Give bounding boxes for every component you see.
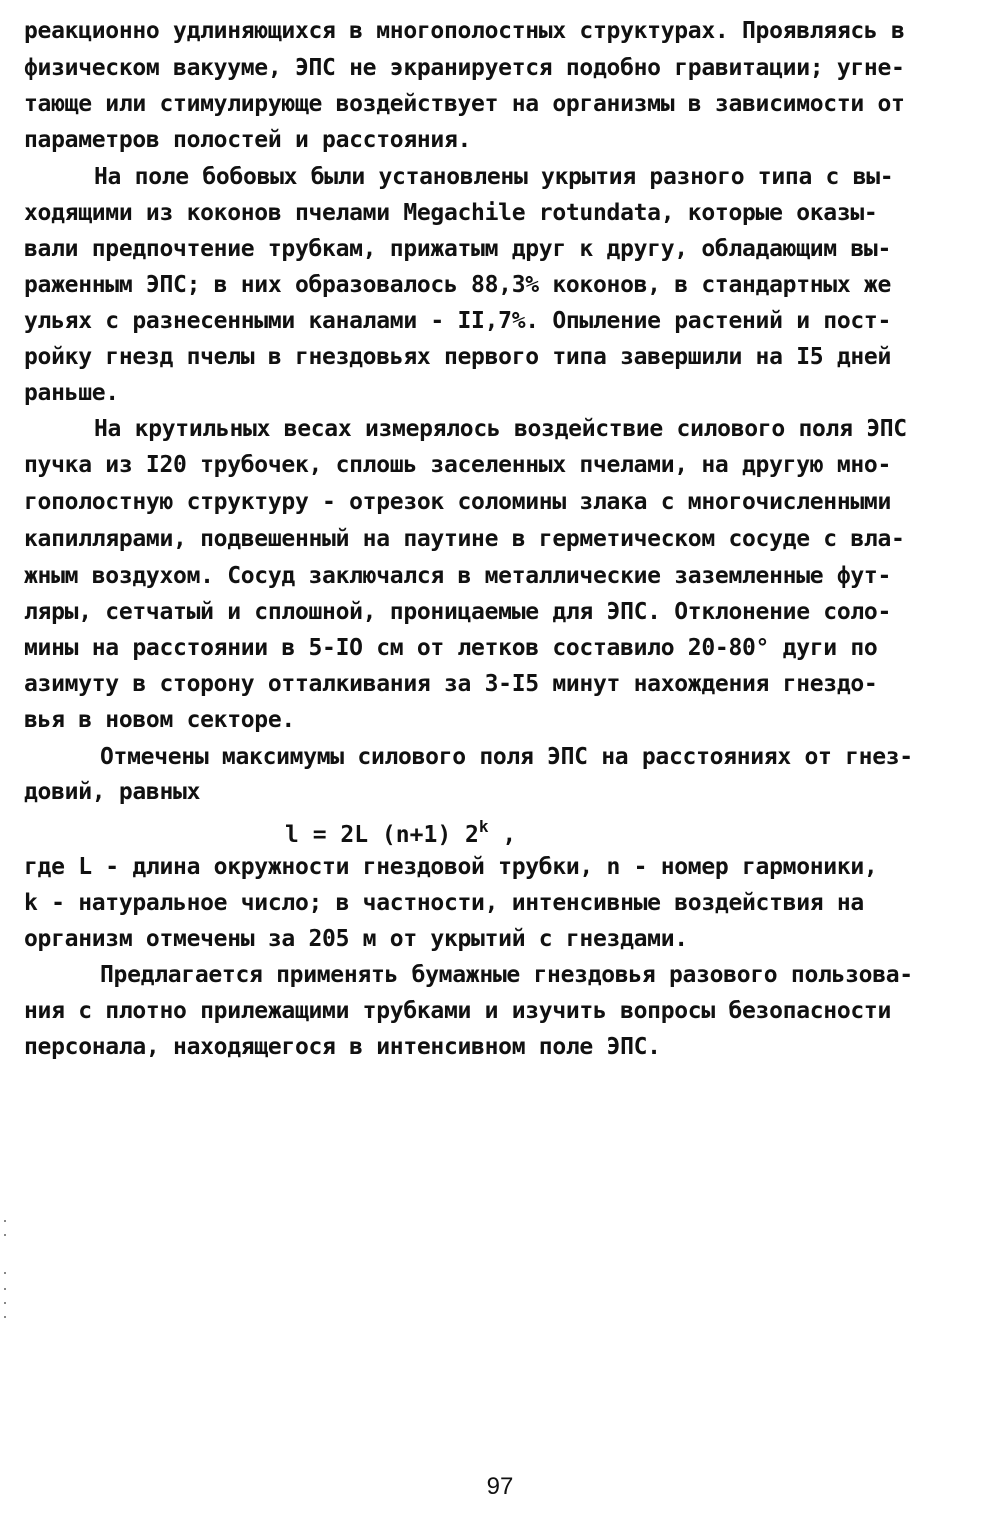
paragraph-first-line: Отмечены максимумы силового поля ЭПС на расстояниях от гнез- bbox=[100, 744, 913, 770]
text-line: реакционно удлиняющихся в многополостных структурах. Проявляясь в bbox=[24, 18, 905, 44]
text-line: ульях с разнесенными каналами - II,7%. Опыление растений и пост- bbox=[24, 308, 892, 334]
text-line: ройку гнезд пчелы в гнездовьях первого типа завершили на I5 дней bbox=[24, 344, 892, 370]
text-line: параметров полостей и расстояния. bbox=[24, 127, 472, 153]
text-line: вья в новом секторе. bbox=[24, 707, 295, 733]
text-line: k - натуральное число; в частности, интенсивные воздействия на bbox=[24, 890, 864, 916]
text-line: ния с плотно прилежащими трубками и изучить вопросы безопасности bbox=[24, 998, 892, 1024]
text-line: жным воздухом. Сосуд заключался в металлические заземленные фут- bbox=[24, 563, 892, 589]
text-line: раньше. bbox=[24, 380, 119, 406]
text-line: вали предпочтение трубкам, прижатым друг к другу, обладающим вы- bbox=[24, 236, 892, 262]
text-line: гополостную структуру - отрезок соломины злака с многочисленными bbox=[24, 489, 892, 515]
text-line: ляры, сетчатый и сплошной, проницаемые для ЭПС. Отклонение соло- bbox=[24, 599, 892, 625]
text-line: раженным ЭПС; в них образовалось 88,3% коконов, в стандартных же bbox=[24, 272, 892, 298]
scan-speckles bbox=[4, 1220, 10, 1340]
text-line: организм отмечены за 205 м от укрытий с гнездами. bbox=[24, 926, 688, 952]
text-line: ходящими из коконов пчелами Megachile rotundata, которые оказы- bbox=[24, 200, 878, 226]
text-line: азимуту в сторону отталкивания за 3-I5 минут нахождения гнездо- bbox=[24, 671, 878, 697]
paragraph-first-line: Предлагается применять бумажные гнездовья разового пользова- bbox=[100, 962, 913, 988]
formula-exponent: k bbox=[478, 817, 489, 836]
paragraph-first-line: На крутильных весах измерялось воздействие силового поля ЭПС bbox=[94, 416, 907, 442]
text-line: капиллярами, подвешенный на паутине в герметическом сосуде с вла- bbox=[24, 526, 905, 552]
page-number: 97 bbox=[486, 1473, 514, 1500]
formula-base: l = 2L (n+1) 2 bbox=[285, 822, 479, 848]
text-line: где L - длина окружности гнездовой трубки, n - номер гармоники, bbox=[24, 854, 878, 880]
paragraph-first-line: На поле бобовых были установлены укрытия разного типа с вы- bbox=[94, 164, 894, 190]
text-line: тающе или стимулирующе воздействует на организмы в зависимости от bbox=[24, 91, 905, 117]
text-line: довий, равных bbox=[24, 779, 201, 805]
text-line: персонала, находящегося в интенсивном поле ЭПС. bbox=[24, 1034, 661, 1060]
formula-tail: , bbox=[488, 822, 517, 848]
text-line: пучка из I20 трубочек, сплошь заселенных пчелами, на другую мно- bbox=[24, 452, 892, 478]
formula bbox=[285, 812, 516, 850]
text-line: мины на расстоянии в 5-IO см от летков составило 20-80° дуги по bbox=[24, 635, 878, 661]
text-line: физическом вакууме, ЭПС не экранируется подобно гравитации; угне- bbox=[24, 55, 905, 81]
